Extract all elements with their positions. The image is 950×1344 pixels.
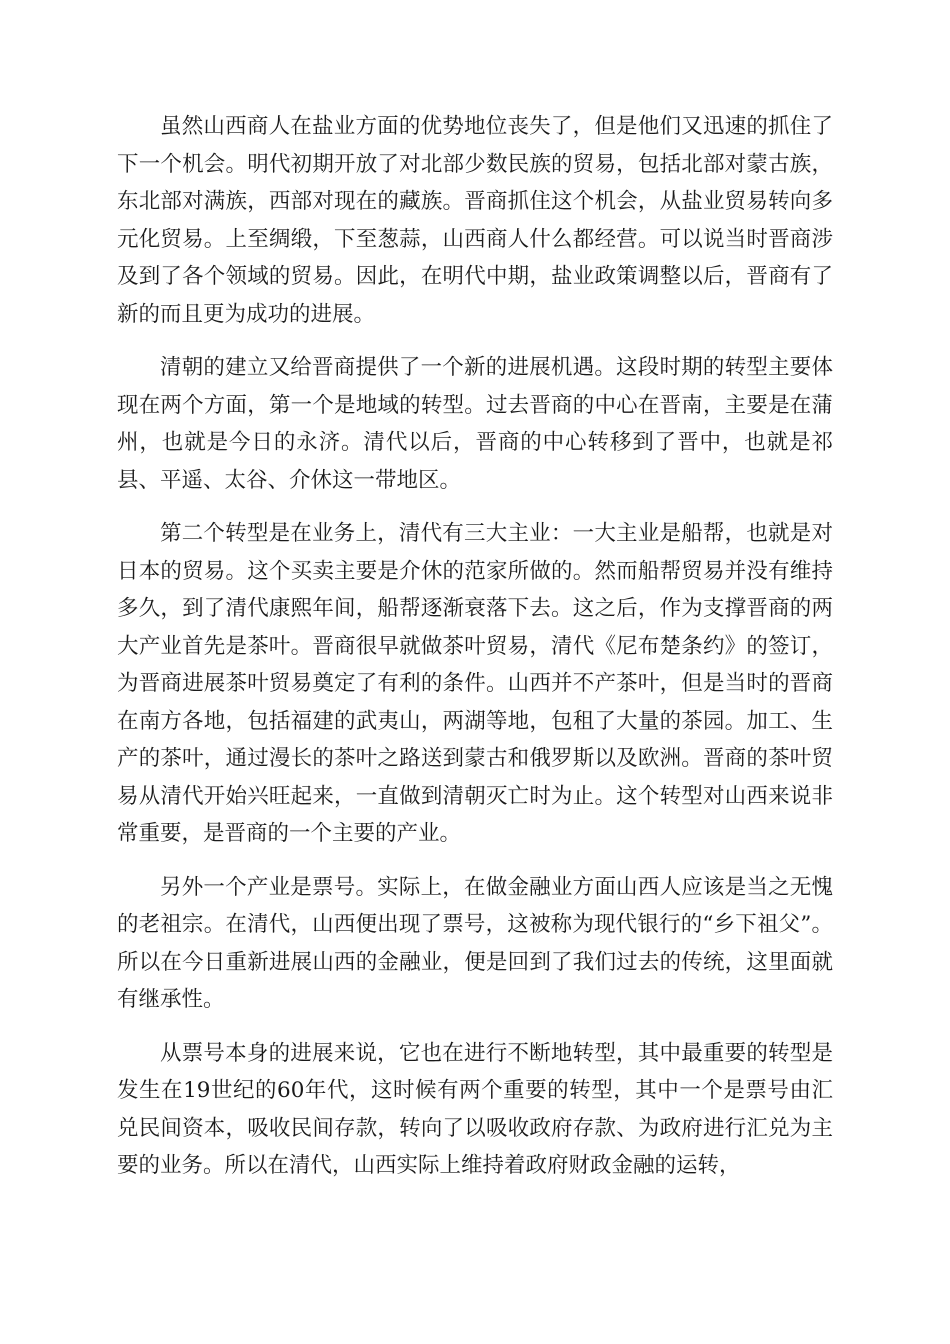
paragraph-5: 从票号本身的进展来说，它也在进行不断地转型，其中最重要的转型是发生在19世纪的60年代，这时候有两个重要的转型，其中一个是票号由汇兑民间资本，吸收民间存款，转向了以吸收政府存款、为政府进行汇兑为主要的业务。所以在清代，山西实际上维持着政府财政金融的运转，	[117, 1040, 833, 1178]
paragraph-4: 另外一个产业是票号。实际上，在做金融业方面山西人应该是当之无愧的老祖宗。在清代，山西便出现了票号，这被称为现代银行的“乡下祖父”。所以在今日重新进展山西的金融业，便是回到了我们过去的传统，这里面就有继承性。	[117, 874, 833, 1012]
paragraph-2: 清朝的建立又给晋商提供了一个新的进展机遇。这段时期的转型主要体现在两个方面，第一个是地域的转型。过去晋商的中心在晋南，主要是在蒲州，也就是今日的永济。清代以后，晋商的中心转移到了晋中，也就是祁县、平遥、太谷、介休这一带地区。	[117, 355, 833, 493]
paragraph-3: 第二个转型是在业务上，清代有三大主业：一大主业是船帮，也就是对日本的贸易。这个买卖主要是介休的范家所做的。然而船帮贸易并没有维持多久，到了清代康熙年间，船帮逐渐衰落下去。这之后，作为支撑晋商的两大产业首先是茶叶。晋商很早就做茶叶贸易，清代《尼布楚条约》的签订，为晋商进展茶叶贸易奠定了有利的条件。山西并不产茶叶，但是当时的晋商在南方各地，包括福建的武夷山，两湖等地，包租了大量的茶园。加工、生产的茶叶，通过漫长的茶叶之路送到蒙古和俄罗斯以及欧洲。晋商的茶叶贸易从清代开始兴旺起来，一直做到清朝灭亡时为止。这个转型对山西来说非常重要，是晋商的一个主要的产业。	[117, 521, 833, 846]
document-body	[117, 108, 833, 1201]
paragraph-1: 虽然山西商人在盐业方面的优势地位丧失了，但是他们又迅速的抓住了下一个机会。明代初期开放了对北部少数民族的贸易，包括北部对蒙古族，东北部对满族，西部对现在的藏族。晋商抓住这个机会，从盐业贸易转向多元化贸易。上至绸缎，下至葱蒜，山西商人什么都经营。可以说当时晋商涉及到了各个领域的贸易。因此，在明代中期，盐业政策调整以后，晋商有了新的而且更为成功的进展。	[117, 114, 833, 327]
